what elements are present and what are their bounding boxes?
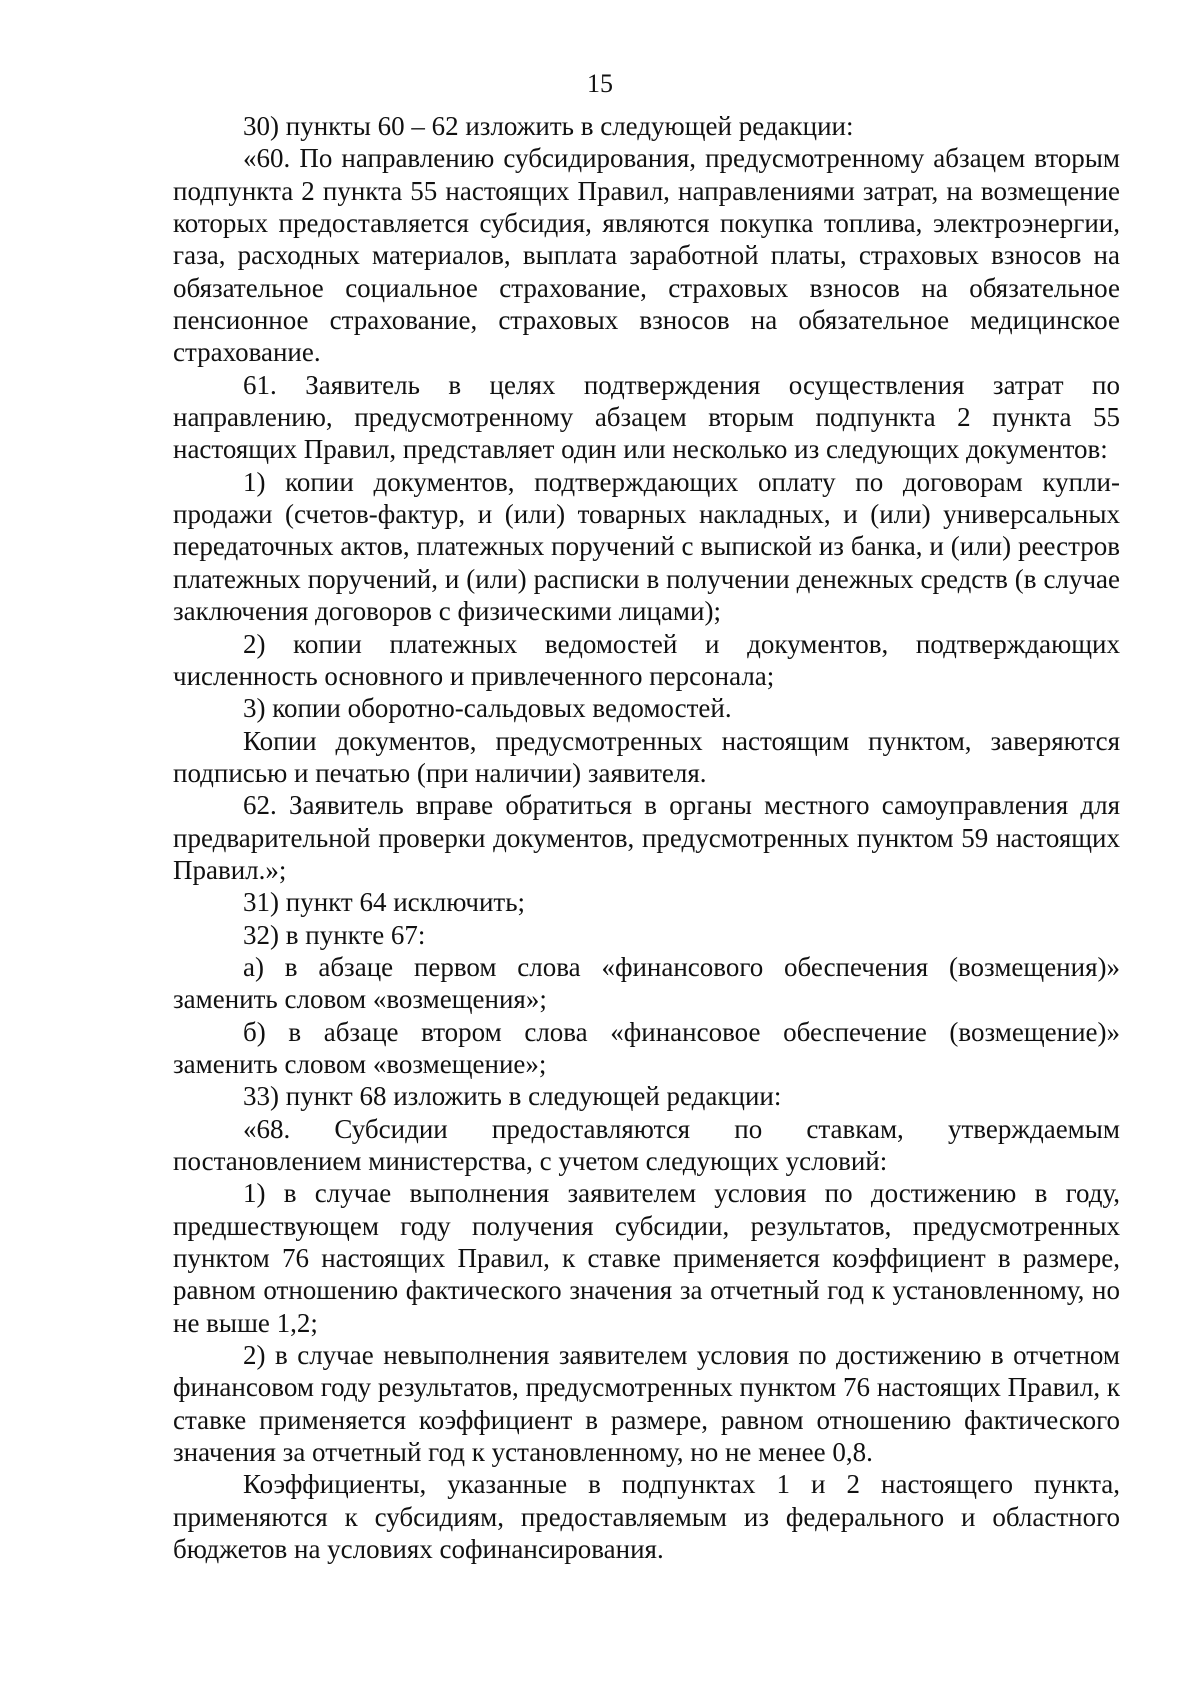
paragraph-point-60: «60. По направлению субсидирования, предусмотренному абзацем вторым подпункта 2 пункта 55 настоящих Правил, направлениями затрат, на возмещение которых предоставляется субсидия, являются покупка топлива, электроэнергии, газа, расходных материалов, выплата заработной платы, страховых взносов на обязательное социальное страхование, страховых взносов на обязательное пенсионное страхование, страховых взносов на обязательное медицинское страхование. [173, 143, 1120, 368]
paragraph-point-68-sub-2: 2) в случае невыполнения заявителем условия по достижению в отчетном финансовом году результатов, предусмотренных пунктом 76 настоящих Правил, к ставке применяется коэффициент в размере, равном отношению фактического значения за отчетный год к установленному, но не менее 0,8. [173, 1340, 1120, 1468]
paragraph-item-32: 32) в пункте 67: [243, 919, 426, 950]
document-body [173, 110, 1120, 1565]
paragraph-point-68: «68. Субсидии предоставляются по ставкам, утверждаемым постановлением министерства, с учетом следующих условий: [173, 1113, 1120, 1176]
paragraph-point-61-sub-2: 2) копии платежных ведомостей и документов, подтверждающих численность основного и привлеченного персонала; [173, 628, 1120, 691]
paragraph-point-61-sub-3: 3) копии оборотно-сальдовых ведомостей. [243, 693, 732, 724]
paragraph-item-33: 33) пункт 68 изложить в следующей редакции: [243, 1081, 782, 1112]
paragraph-point-61: 61. Заявитель в целях подтверждения осуществления затрат по направлению, предусмотренному абзацем вторым подпункта 2 пункта 55 настоящих Правил, представляет один или несколько из следующих документов: [173, 369, 1120, 465]
paragraph-item-30: 30) пункты 60 – 62 изложить в следующей редакции: [243, 111, 854, 141]
paragraph-item-32-b: б) в абзаце втором слова «финансовое обеспечение (возмещение)» заменить словом «возмещение»; [173, 1016, 1120, 1079]
paragraph-coefficients: Коэффициенты, указанные в подпунктах 1 и 2 настоящего пункта, применяются к субсидиям, предоставляемым из федерального и областного бюджетов на условиях софинансирования. [173, 1469, 1120, 1565]
paragraph-item-31: 31) пункт 64 исключить; [243, 887, 526, 918]
paragraph-point-68-sub-1: 1) в случае выполнения заявителем условия по достижению в году, предшествующем году получения субсидии, результатов, предусмотренных пунктом 76 настоящих Правил, к ставке применяется коэффициент в размере, равном отношению фактического значения за отчетный год к установленному, но не выше 1,2; [173, 1178, 1120, 1338]
page-number: 15 [587, 69, 613, 98]
paragraph-certification: Копии документов, предусмотренных настоящим пунктом, заверяются подписью и печатью (при наличии) заявителя. [173, 725, 1120, 788]
paragraph-item-32-a: а) в абзаце первом слова «финансового обеспечения (возмещения)» заменить словом «возмещения»; [173, 951, 1120, 1015]
paragraph-point-61-sub-1: 1) копии документов, подтверждающих оплату по договорам купли-продажи (счетов-фактур, и (или) товарных накладных, и (или) универсальных передаточных актов, платежных поручений с выпиской из банка, и (или) реестров платежных поручений, и (или) расписки в получении денежных средств (в случае заключения договоров с физическими лицами); [173, 466, 1120, 627]
paragraph-point-62: 62. Заявитель вправе обратиться в органы местного самоуправления для предварительной проверки документов, предусмотренных пунктом 59 настоящих Правил.»; [173, 790, 1120, 885]
